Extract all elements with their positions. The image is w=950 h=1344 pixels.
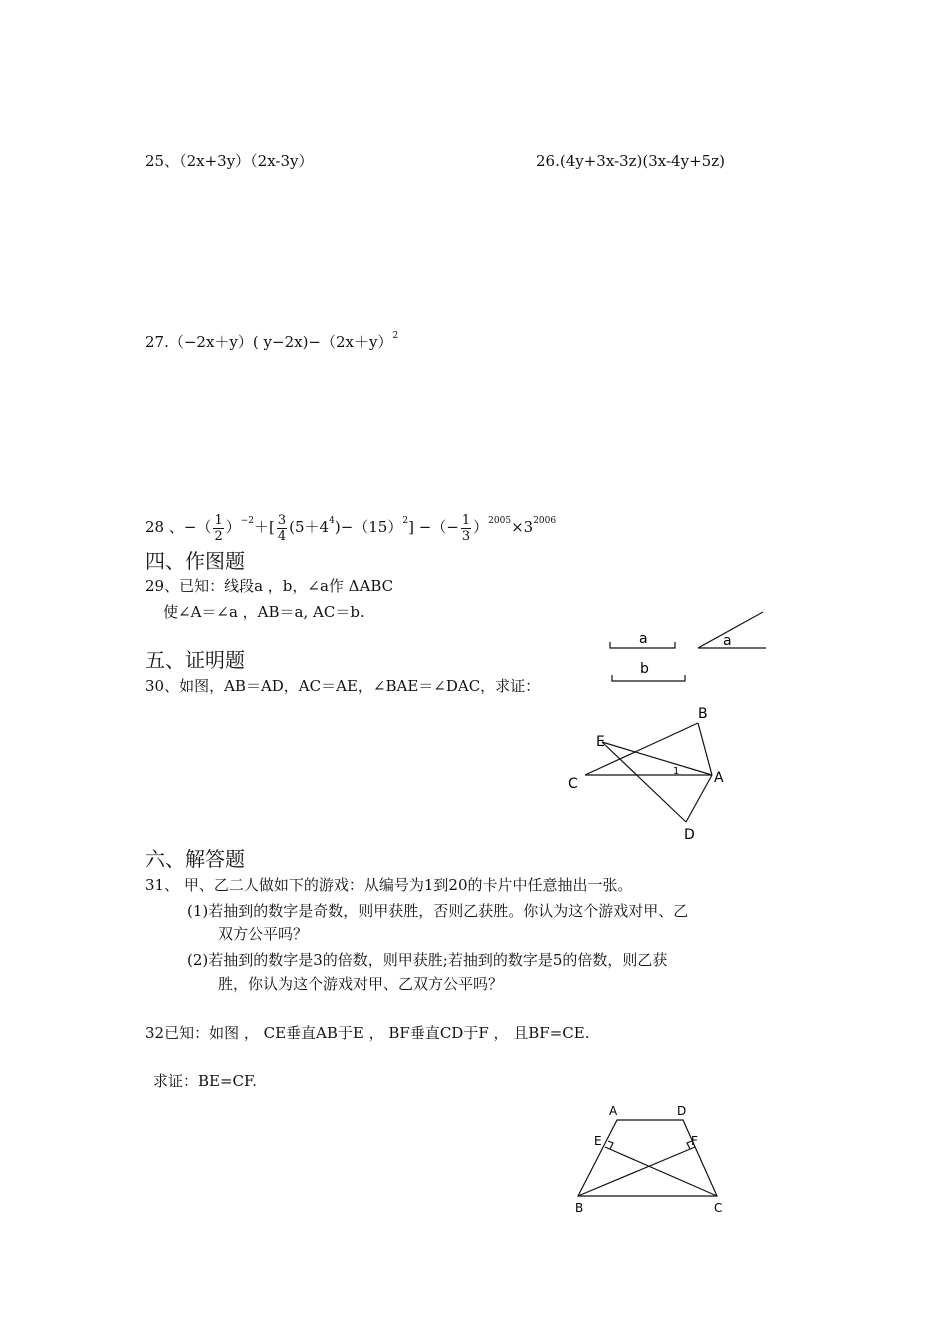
label-angle-a: a	[723, 633, 732, 649]
question-31-part-2-line-1: (2)若抽到的数字是3的倍数，则甲获胜;若抽到的数字是5的倍数，则乙获	[187, 951, 668, 969]
q28-exponent: 2006	[533, 516, 557, 526]
question-31-part-1-line-1: (1)若抽到的数字是奇数，则甲获胜，否则乙获胜。你认为这个游戏对甲、乙	[187, 902, 689, 920]
question-25: 25、（2x+3y）（2x-3y）	[145, 152, 314, 170]
label-A: A	[714, 770, 724, 786]
segment-BA	[698, 723, 712, 775]
label-A: A	[609, 1104, 618, 1118]
right-angle-mark-E	[608, 1141, 613, 1149]
label-D: D	[677, 1104, 687, 1118]
trapezoid-ABCD	[578, 1120, 717, 1196]
label-seg-a: a	[639, 631, 648, 647]
label-angle-1: 1	[673, 766, 680, 777]
section-6-heading: 六、解答题	[145, 847, 245, 871]
q28-part: )−（15）	[334, 518, 403, 536]
question-29-line-2: 使∠A＝∠a ，AB＝a, AC＝b.	[163, 603, 365, 621]
figure-32	[565, 1100, 735, 1220]
q28-exponent: 2	[402, 516, 409, 526]
q28-prefix: 28 、−（	[145, 518, 212, 536]
segment-DA	[686, 775, 712, 822]
question-31-line-1: 31、 甲、乙二人做如下的游戏：从编号为1到20的卡片中任意抽出一张。	[145, 876, 633, 894]
q28-part: ] −（−	[408, 518, 459, 536]
question-30: 30、如图，AB＝AD，AC＝AE，∠BAE＝∠DAC，求证：	[145, 677, 541, 695]
label-B: B	[575, 1201, 584, 1215]
label-B: B	[698, 706, 708, 722]
question-31-part-2-line-2: 胜，你认为这个游戏对甲、乙双方公平吗？	[218, 975, 504, 993]
q28-part: ×3	[511, 518, 534, 536]
question-32-line-2: 求证：BE=CF.	[153, 1072, 257, 1090]
question-26: 26.(4y+3x-3z)(3x-4y+5z)	[536, 152, 725, 170]
label-seg-b: b	[640, 661, 649, 677]
question-29-line-1: 29、已知：线段a ，b，∠a作 ΔABC	[145, 577, 394, 595]
label-C: C	[714, 1201, 723, 1215]
label-C: C	[568, 776, 578, 792]
label-F: F	[691, 1134, 698, 1148]
section-4-heading: 四、作图题	[145, 549, 245, 573]
q28-part: ）	[225, 518, 241, 536]
q28-part: ＋[	[254, 518, 275, 536]
question-32-line-1: 32已知：如图 ， CE垂直AB于E ， BF垂直CD于F ， 且BF=CE.	[145, 1024, 590, 1042]
q28-part: ）	[473, 518, 489, 536]
section-5-heading: 五、证明题	[145, 648, 245, 672]
q28-exponent: −2	[240, 516, 255, 526]
question-31-part-1-line-2: 双方公平吗？	[218, 925, 309, 943]
segment-CE	[605, 1147, 717, 1196]
figure-29	[600, 605, 780, 690]
q28-part: (5＋4	[289, 518, 330, 536]
question-27-text: 27.（−2x＋y）( y−2x)−（2x＋y）	[145, 333, 393, 351]
question-28	[145, 504, 556, 544]
q28-exponent: 2005	[488, 516, 512, 526]
q28-exponent: 4	[329, 516, 335, 526]
q28-fraction-1: $\frac{1}{2}$	[214, 512, 223, 544]
label-E: E	[596, 734, 605, 750]
q28-fraction-2: $\frac{3}{4}$	[277, 512, 287, 544]
question-27	[145, 326, 398, 352]
figure-30	[560, 700, 750, 845]
segment-BF	[578, 1147, 695, 1196]
q28-fraction-3: $\frac{1}{3}$	[461, 512, 471, 544]
label-D: D	[684, 827, 695, 843]
label-E: E	[594, 1134, 602, 1148]
question-27-exponent: 2	[392, 331, 399, 341]
